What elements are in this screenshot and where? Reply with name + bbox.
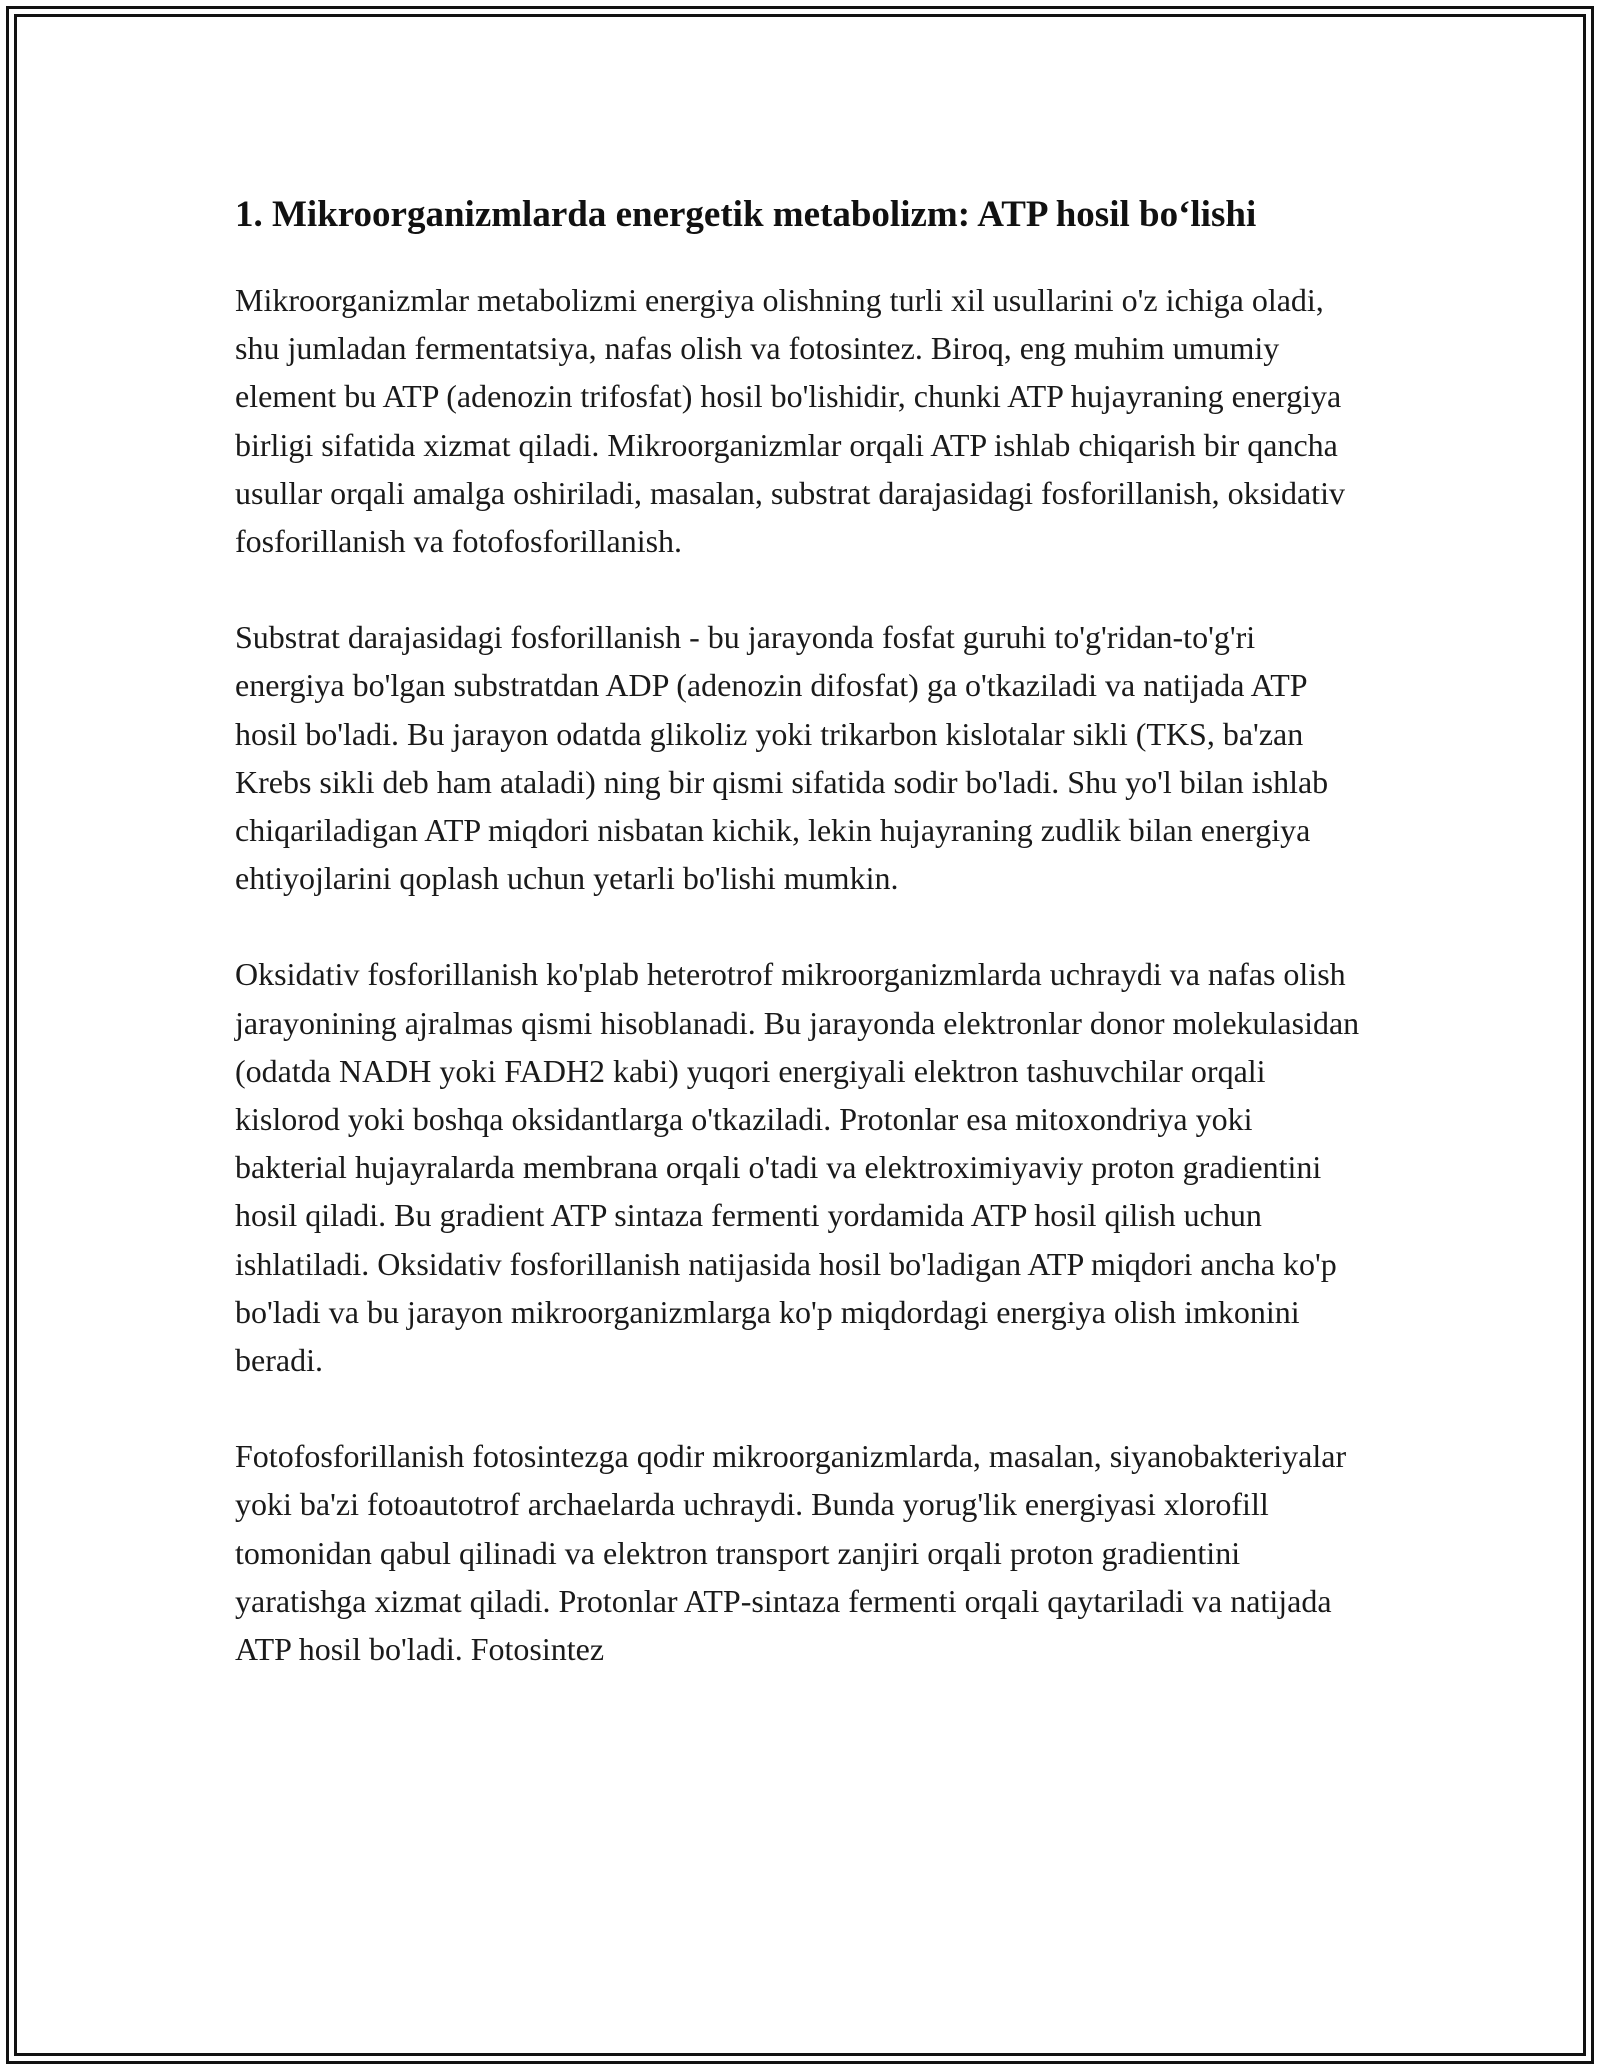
paragraph-intro: Mikroorganizmlar metabolizmi energiya olishning turli xil usullarini o'z ichiga oladi, shu jumladan fermentatsiya, nafas olish va fotosintez. Biroq, eng muhim umumiy element bu ATP (adenozin trifosfat) hosil bo'lishidir, chunki ATP hujayraning energiya birligi sifatida xizmat qiladi. Mikroorganizmlar orqali ATP ishlab chiqarish bir qancha usullar orqali amalga oshiriladi, masalan, substrat darajasidagi fosforillanish, oksidativ fosforillanish va fotofosforillanish. [235,282,1345,560]
section-heading: 1. Mikroorganizmlarda energetik metabolizm: ATP hosil bo‘lishi [235,194,1257,235]
paragraph-substrate-phosphorylation: Substrat darajasidagi fosforillanish - bu jarayonda fosfat guruhi to'g'ridan-to'g'ri energiya bo'lgan substratdan ADP (adenozin difosfat) ga o'tkaziladi va natijada ATP hosil bo'ladi. Bu jarayon odatda glikoliz yoki trikarbon kislotalar sikli (TKS, ba'zan Krebs sikli deb ham ataladi) ning bir qismi sifatida sodir bo'ladi. Shu yo'l bilan ishlab chiqariladigan ATP miqdori nisbatan kichik, lekin hujayraning zudlik bilan energiya ehtiyojlarini qoplash uchun yetarli bo'lishi mumkin. [235,619,1329,897]
paragraph-photophosphorylation: Fotofosforillanish fotosintezga qodir mikroorganizmlarda, masalan, siyanobakteriyalar yoki ba'zi fotoautotrof archaelarda uchraydi. Bunda yorug'lik energiyasi xlorofill tomonidan qabul qilinadi va elektron transport zanjiri orqali proton gradientini yaratishga xizmat qiladi. Protonlar ATP-sintaza fermenti orqali qaytariladi va natijada ATP hosil bo'ladi. Fotosintez [235,1438,1347,1668]
document-body [235,188,1365,1721]
paragraph-oxidative-phosphorylation: Oksidativ fosforillanish ko'plab heterotrof mikroorganizmlarda uchraydi va nafas olish jarayonining ajralmas qismi hisoblanadi. Bu jarayonda elektronlar donor molekulasidan (odatda NADH yoki FADH2 kabi) yuqori energiyali elektron tashuvchilar orqali kislorod yoki boshqa oksidantlarga o'tkaziladi. Protonlar esa mitoxondriya yoki bakterial hujayralarda membrana orqali o'tadi va elektroximiyaviy proton gradientini hosil qiladi. Bu gradient ATP sintaza fermenti yordamida ATP hosil qilish uchun ishlatiladi. Oksidativ fosforillanish natijasida hosil bo'ladigan ATP miqdori ancha ko'p bo'ladi va bu jarayon mikroorganizmlarga ko'p miqdordagi energiya olish imkonini beradi. [235,956,1360,1379]
